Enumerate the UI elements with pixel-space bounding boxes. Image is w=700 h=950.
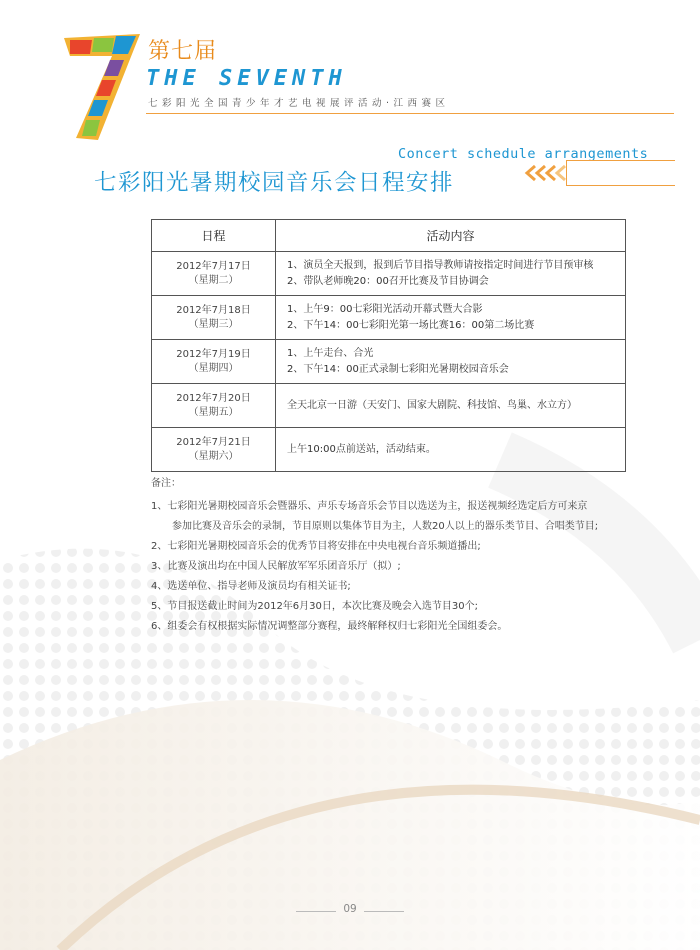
activity-cell [276, 428, 626, 472]
note-item: 参加比赛及音乐会的录制，节目原则以集体节目为主，人数20人以上的器乐类节目、合唱类节目; [172, 521, 599, 532]
weekday: （星期三） [188, 318, 239, 330]
chevron-arrows-icon [523, 164, 567, 182]
column-header-activity: 活动内容 [276, 220, 626, 252]
note-item: 1、七彩阳光暑期校园音乐会暨器乐、声乐专场音乐会节目以选送为主，报送视频经选定后方可来京 [151, 501, 588, 512]
activity-line: 2、带队老师晚20：00召开比赛及节目协调会 [287, 275, 489, 287]
page-number: 09 [343, 903, 357, 915]
table-row [152, 340, 626, 384]
table-header-row [152, 220, 626, 252]
activity-line: 上午10:00点前送站，活动结束。 [287, 443, 436, 455]
note-item: 6、组委会有权根据实际情况调整部分赛程，最终解释权归七彩阳光全国组委会。 [151, 621, 508, 632]
notes-heading: 备注： [151, 478, 181, 489]
date: 2012年7月18日 [176, 304, 251, 316]
activity-line: 1、上午9：00七彩阳光活动开幕式暨大合影 [287, 303, 483, 315]
activity-cell [276, 252, 626, 296]
table-row [152, 384, 626, 428]
date-cell [152, 428, 276, 472]
activity-line: 全天北京一日游（天安门、国家大剧院、科技馆、鸟巢、水立方） [287, 399, 577, 411]
note-item: 5、节目报送截止时间为2012年6月30日，本次比赛及晚会入选节目30个; [151, 601, 478, 612]
date: 2012年7月20日 [176, 392, 251, 404]
table-row [152, 428, 626, 472]
event-subtitle: 七彩阳光全国青少年才艺电视展评活动·江西赛区 [148, 98, 450, 109]
weekday: （星期四） [188, 362, 239, 374]
date: 2012年7月19日 [176, 348, 251, 360]
activity-cell [276, 340, 626, 384]
activity-line: 1、演员全天报到，报到后节目指导教师请按指定时间进行节目预审核 [287, 259, 594, 271]
date: 2012年7月21日 [176, 436, 251, 448]
edition-title: 第七届 [148, 39, 218, 64]
weekday: （星期五） [188, 406, 239, 418]
activity-line: 2、下午14：00正式录制七彩阳光暑期校园音乐会 [287, 363, 509, 375]
activity-cell [276, 296, 626, 340]
weekday: （星期二） [188, 274, 239, 286]
activity-line: 1、上午走台、合光 [287, 347, 374, 359]
note-item: 4、选送单位、指导老师及演员均有相关证书; [151, 581, 351, 592]
page-number-rule-right [364, 911, 404, 912]
seven-logo [62, 30, 142, 142]
seventh-wordmark: THE SEVENTH [146, 66, 347, 91]
note-item: 3、比赛及演出均在中国人民解放军军乐团音乐厅（拟）; [151, 561, 401, 572]
weekday: （星期六） [188, 450, 239, 462]
date-cell [152, 384, 276, 428]
table-row [152, 252, 626, 296]
header-divider [146, 113, 674, 114]
title-frame [566, 160, 675, 186]
notes-section [151, 474, 181, 495]
activity-line: 2、下午14：00七彩阳光第一场比赛16：00第二场比赛 [287, 319, 535, 331]
page-title: 七彩阳光暑期校园音乐会日程安排 [94, 170, 455, 196]
date-cell [152, 296, 276, 340]
schedule-table [151, 219, 626, 472]
english-section-title: Concert schedule arrangements [398, 146, 649, 162]
activity-cell [276, 384, 626, 428]
note-item: 2、七彩阳光暑期校园音乐会的优秀节目将安排在中央电视台音乐频道播出; [151, 541, 481, 552]
date-cell [152, 340, 276, 384]
table-row [152, 296, 626, 340]
column-header-date: 日程 [152, 220, 276, 252]
date: 2012年7月17日 [176, 260, 251, 272]
date-cell [152, 252, 276, 296]
